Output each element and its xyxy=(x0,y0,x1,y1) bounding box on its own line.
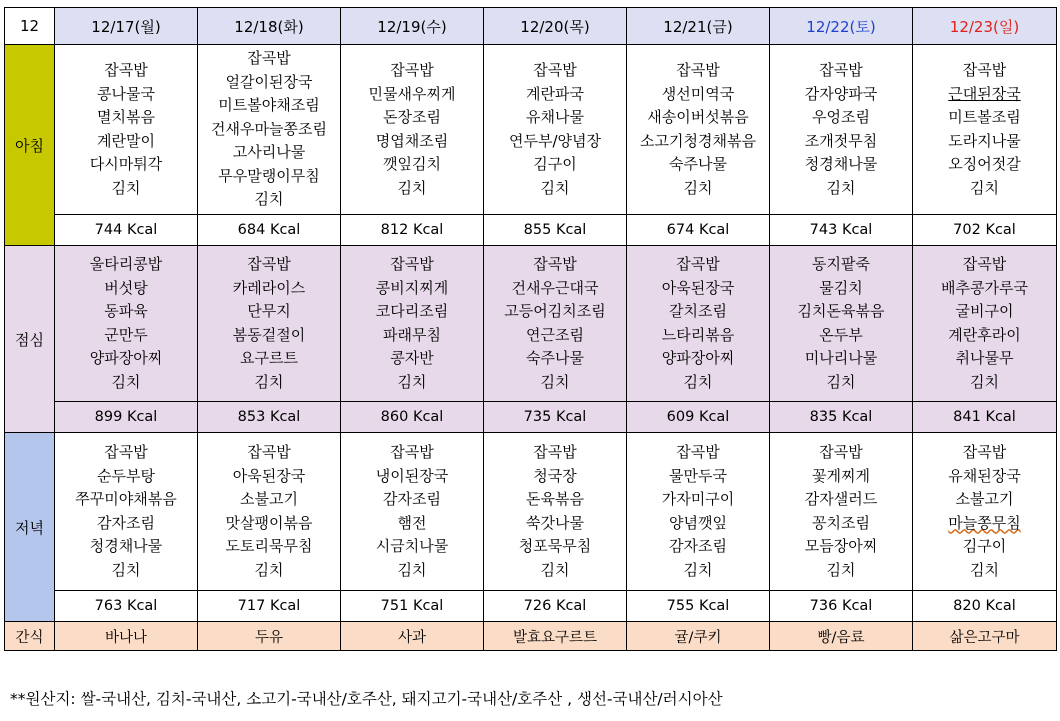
dinner-menu-cell xyxy=(913,433,1057,591)
menu-item: 군만두 xyxy=(104,325,148,344)
snack-cell: 삶은고구마 xyxy=(913,622,1057,651)
dinner-kcal-row xyxy=(5,591,1057,622)
menu-item: 김치 xyxy=(397,560,427,579)
menu-item: 냉이된장국 xyxy=(375,466,449,485)
lunch-kcal-cell: 899 Kcal xyxy=(55,402,198,433)
menu-item: 김치 xyxy=(397,372,427,391)
menu-item: 도라지나물 xyxy=(948,131,1021,150)
menu-item: 잡곡밥 xyxy=(247,255,291,273)
menu-item: 모듬장아찌 xyxy=(804,537,878,555)
dinner-menu-row xyxy=(5,433,1057,591)
lunch-menu-cell xyxy=(55,246,198,402)
menu-item: 잡곡밥 xyxy=(962,443,1007,461)
breakfast-kcal-cell: 744 Kcal xyxy=(55,215,198,246)
menu-item: 잡곡밥 xyxy=(533,255,577,273)
menu-item: 미트볼조림 xyxy=(948,108,1021,126)
menu-item: 유채나물 xyxy=(526,108,584,126)
menu-item: 우엉조림 xyxy=(812,108,870,126)
menu-item: 김치 xyxy=(970,178,999,197)
dinner-menu-cell xyxy=(627,433,770,591)
menu-item: 김치 xyxy=(683,178,713,197)
menu-item: 고등어김치조림 xyxy=(504,302,606,320)
menu-item: 잡곡밥 xyxy=(962,255,1007,273)
breakfast-kcal-cell: 743 Kcal xyxy=(770,215,913,246)
weekly-meal-table xyxy=(4,7,1057,651)
menu-item: 새송이버섯볶음 xyxy=(647,108,749,126)
lunch-kcal-cell: 860 Kcal xyxy=(341,402,484,433)
menu-item: 청경채나물 xyxy=(89,537,163,555)
menu-item: 김치 xyxy=(397,178,427,197)
lunch-menu-cell xyxy=(484,246,627,402)
lunch-kcal-cell: 853 Kcal xyxy=(198,402,341,433)
week-label: 12 xyxy=(5,8,55,45)
lunch-kcal-cell: 835 Kcal xyxy=(770,402,913,433)
menu-item: 계란후라이 xyxy=(948,325,1021,344)
menu-item: 잡곡밥 xyxy=(390,443,434,461)
dinner-menu-cell xyxy=(55,433,198,591)
menu-item: 순두부탕 xyxy=(97,466,155,485)
menu-item: 쑥갓나물 xyxy=(526,513,584,532)
menu-item: 잡곡밥 xyxy=(676,61,720,79)
menu-item: 잡곡밥 xyxy=(247,49,291,68)
dinner-kcal-cell: 717 Kcal xyxy=(198,591,341,622)
lunch-menu-cell xyxy=(913,246,1057,402)
menu-item: 김구이 xyxy=(962,537,1007,555)
breakfast-kcal-cell: 702 Kcal xyxy=(913,215,1057,246)
menu-item: 명엽채조림 xyxy=(375,131,449,150)
breakfast-kcal-row xyxy=(5,215,1057,246)
menu-item: 멸치볶음 xyxy=(97,108,155,126)
menu-item: 도토리묵무침 xyxy=(225,537,313,555)
menu-item: 건새우근대국 xyxy=(511,278,599,297)
menu-item: 민물새우찌게 xyxy=(368,84,456,103)
breakfast-menu-cell xyxy=(341,45,484,215)
menu-item: 김치 xyxy=(826,372,856,391)
menu-item: 취나물무 xyxy=(955,349,1014,367)
menu-item: 잡곡밥 xyxy=(819,61,863,79)
breakfast-menu-cell xyxy=(484,45,627,215)
menu-item: 잡곡밥 xyxy=(104,443,148,461)
menu-item: 근대된장국 xyxy=(948,84,1021,103)
menu-item: 봄동겉절이 xyxy=(232,325,306,344)
menu-item: 콩비지찌게 xyxy=(375,278,449,297)
menu-item: 김치 xyxy=(826,560,856,579)
day-header: 12/19(수) xyxy=(341,8,484,45)
menu-item: 갈치조림 xyxy=(669,302,727,320)
menu-item: 소불고기 xyxy=(240,490,298,508)
menu-item: 김치 xyxy=(254,372,284,391)
menu-item: 온두부 xyxy=(819,325,863,344)
menu-item: 꽁치조림 xyxy=(812,513,870,532)
menu-item: 건새우마늘쫑조림 xyxy=(211,119,327,138)
menu-item: 잡곡밥 xyxy=(962,61,1007,79)
breakfast-menu-cell xyxy=(770,45,913,215)
menu-item: 파래무침 xyxy=(383,325,441,344)
menu-item: 느타리볶음 xyxy=(661,325,735,344)
menu-item: 감자조림 xyxy=(383,490,441,508)
day-header: 12/18(화) xyxy=(198,8,341,45)
menu-item: 꽃게찌게 xyxy=(812,466,870,485)
dinner-kcal-cell: 755 Kcal xyxy=(627,591,770,622)
breakfast-kcal-cell: 812 Kcal xyxy=(341,215,484,246)
menu-item: 소고기청경채볶음 xyxy=(640,131,756,150)
menu-item: 마늘쫑무침 xyxy=(948,513,1021,532)
lunch-kcal-cell: 609 Kcal xyxy=(627,402,770,433)
menu-item: 잡곡밥 xyxy=(104,61,148,79)
menu-item: 깻잎김치 xyxy=(383,155,441,173)
breakfast-kcal-cell: 674 Kcal xyxy=(627,215,770,246)
menu-item: 가자미구이 xyxy=(661,490,735,508)
dinner-kcal-cell: 736 Kcal xyxy=(770,591,913,622)
menu-item: 다시마튀각 xyxy=(89,155,163,173)
dinner-label: 저녁 xyxy=(5,433,55,622)
dinner-menu-cell xyxy=(484,433,627,591)
menu-item: 콩자반 xyxy=(390,349,434,367)
menu-item: 김치 xyxy=(254,560,284,579)
menu-item: 유채된장국 xyxy=(948,466,1021,485)
menu-item: 고사리나물 xyxy=(232,143,306,162)
menu-item: 잡곡밥 xyxy=(676,255,720,273)
header-row xyxy=(5,8,1057,45)
menu-item: 울타리콩밥 xyxy=(89,255,163,273)
dinner-menu-cell xyxy=(770,433,913,591)
menu-item: 계란말이 xyxy=(97,131,155,150)
menu-item: 청국장 xyxy=(533,466,577,485)
menu-item: 숙주나물 xyxy=(526,349,584,367)
dinner-kcal-cell: 820 Kcal xyxy=(913,591,1057,622)
menu-item: 김치 xyxy=(540,178,570,197)
menu-item: 잡곡밥 xyxy=(390,255,434,273)
breakfast-kcal-cell: 855 Kcal xyxy=(484,215,627,246)
breakfast-menu-row xyxy=(5,45,1057,215)
menu-item: 계란파국 xyxy=(526,84,584,103)
snack-cell: 두유 xyxy=(198,622,341,651)
menu-item: 양파장아찌 xyxy=(89,349,163,367)
menu-item: 무우말랭이무침 xyxy=(218,166,320,185)
menu-item: 김치 xyxy=(111,178,141,197)
menu-item: 카레라이스 xyxy=(232,278,306,297)
lunch-menu-cell xyxy=(627,246,770,402)
snack-row xyxy=(5,622,1057,651)
menu-item: 감자조림 xyxy=(669,537,727,555)
lunch-menu-cell xyxy=(198,246,341,402)
menu-item: 소불고기 xyxy=(955,490,1014,508)
menu-item: 쭈꾸미야채볶음 xyxy=(75,490,177,508)
menu-item: 김치 xyxy=(826,178,856,197)
menu-item: 얼갈이된장국 xyxy=(225,72,313,91)
lunch-menu-cell xyxy=(770,246,913,402)
menu-item: 김치 xyxy=(111,560,141,579)
snack-cell: 사과 xyxy=(341,622,484,651)
menu-item: 숙주나물 xyxy=(669,155,727,173)
menu-item: 조개젓무침 xyxy=(804,131,878,150)
menu-item: 김치돈육볶음 xyxy=(797,302,885,320)
menu-item: 굴비구이 xyxy=(955,302,1014,320)
menu-item: 잡곡밥 xyxy=(533,61,577,79)
menu-item: 배추콩가루국 xyxy=(941,278,1028,297)
day-header: 12/17(월) xyxy=(55,8,198,45)
breakfast-menu-cell xyxy=(198,45,341,215)
menu-item: 코다리조림 xyxy=(375,302,449,320)
day-header: 12/20(목) xyxy=(484,8,627,45)
menu-item: 감자양파국 xyxy=(804,84,878,103)
menu-item: 아욱된장국 xyxy=(232,466,306,485)
menu-item: 동파육 xyxy=(104,302,148,320)
menu-item: 김치 xyxy=(970,560,999,579)
menu-item: 오징어젓갈 xyxy=(948,155,1021,173)
menu-item: 미트볼야채조림 xyxy=(218,96,320,115)
breakfast-kcal-cell: 684 Kcal xyxy=(198,215,341,246)
menu-item: 생선미역국 xyxy=(661,84,735,103)
menu-item: 김구이 xyxy=(533,155,577,173)
menu-item: 김치 xyxy=(540,560,570,579)
lunch-label: 점심 xyxy=(5,246,55,433)
lunch-kcal-cell: 735 Kcal xyxy=(484,402,627,433)
menu-item: 양파장아찌 xyxy=(661,349,735,367)
dinner-kcal-cell: 751 Kcal xyxy=(341,591,484,622)
snack-label: 간식 xyxy=(5,622,55,651)
menu-item: 미나리나물 xyxy=(804,349,878,367)
breakfast-menu-cell xyxy=(913,45,1057,215)
day-header: 12/23(일) xyxy=(913,8,1057,45)
lunch-kcal-row xyxy=(5,402,1057,433)
dinner-menu-cell xyxy=(198,433,341,591)
snack-cell: 바나나 xyxy=(55,622,198,651)
snack-cell: 귤/쿠키 xyxy=(627,622,770,651)
menu-item: 김치 xyxy=(970,372,999,391)
menu-item: 연근조림 xyxy=(526,325,584,344)
menu-item: 양념깻잎 xyxy=(669,513,727,532)
dinner-kcal-cell: 763 Kcal xyxy=(55,591,198,622)
menu-item: 잡곡밥 xyxy=(533,443,577,461)
menu-item: 청경채나물 xyxy=(804,155,878,173)
menu-item: 김치 xyxy=(254,190,284,209)
menu-item: 돈장조림 xyxy=(383,108,441,126)
dinner-kcal-cell: 726 Kcal xyxy=(484,591,627,622)
day-header: 12/22(토) xyxy=(770,8,913,45)
menu-item: 잡곡밥 xyxy=(676,443,720,461)
snack-cell: 발효요구르트 xyxy=(484,622,627,651)
menu-item: 김치 xyxy=(683,560,713,579)
menu-item: 돈육볶음 xyxy=(526,490,584,508)
menu-item: 맛살팽이볶음 xyxy=(225,513,313,532)
menu-item: 잡곡밥 xyxy=(819,443,863,461)
lunch-kcal-cell: 841 Kcal xyxy=(913,402,1057,433)
origin-note: **원산지: 쌀-국내산, 김치-국내산, 소고기-국내산/호주산, 돼지고기-국내산/호주산 , 생선-국내산/러시아산 xyxy=(10,690,723,708)
menu-item: 햄전 xyxy=(397,513,427,532)
menu-item: 연두부/양념장 xyxy=(509,131,601,150)
menu-item: 요구르트 xyxy=(240,349,298,367)
menu-item: 김치 xyxy=(540,372,570,391)
menu-item: 물김치 xyxy=(819,278,863,297)
menu-item: 김치 xyxy=(111,372,141,391)
day-header: 12/21(금) xyxy=(627,8,770,45)
menu-item: 감자조림 xyxy=(97,513,155,532)
menu-item: 감자샐러드 xyxy=(804,490,878,508)
menu-item: 잡곡밥 xyxy=(247,443,291,461)
menu-item: 단무지 xyxy=(247,302,291,320)
menu-item: 버섯탕 xyxy=(104,278,148,297)
menu-item: 김치 xyxy=(683,372,713,391)
menu-item: 동지팥죽 xyxy=(812,255,870,273)
lunch-menu-cell xyxy=(341,246,484,402)
menu-item: 콩나물국 xyxy=(97,84,155,103)
lunch-menu-row xyxy=(5,246,1057,402)
breakfast-menu-cell xyxy=(627,45,770,215)
menu-item: 잡곡밥 xyxy=(390,61,434,79)
menu-item: 시금치나물 xyxy=(375,537,449,555)
breakfast-menu-cell xyxy=(55,45,198,215)
snack-cell: 빵/음료 xyxy=(770,622,913,651)
menu-item: 아욱된장국 xyxy=(661,278,735,297)
menu-item: 청포묵무침 xyxy=(518,537,592,555)
dinner-menu-cell xyxy=(341,433,484,591)
menu-item: 물만두국 xyxy=(669,466,727,485)
breakfast-label: 아침 xyxy=(5,45,55,246)
